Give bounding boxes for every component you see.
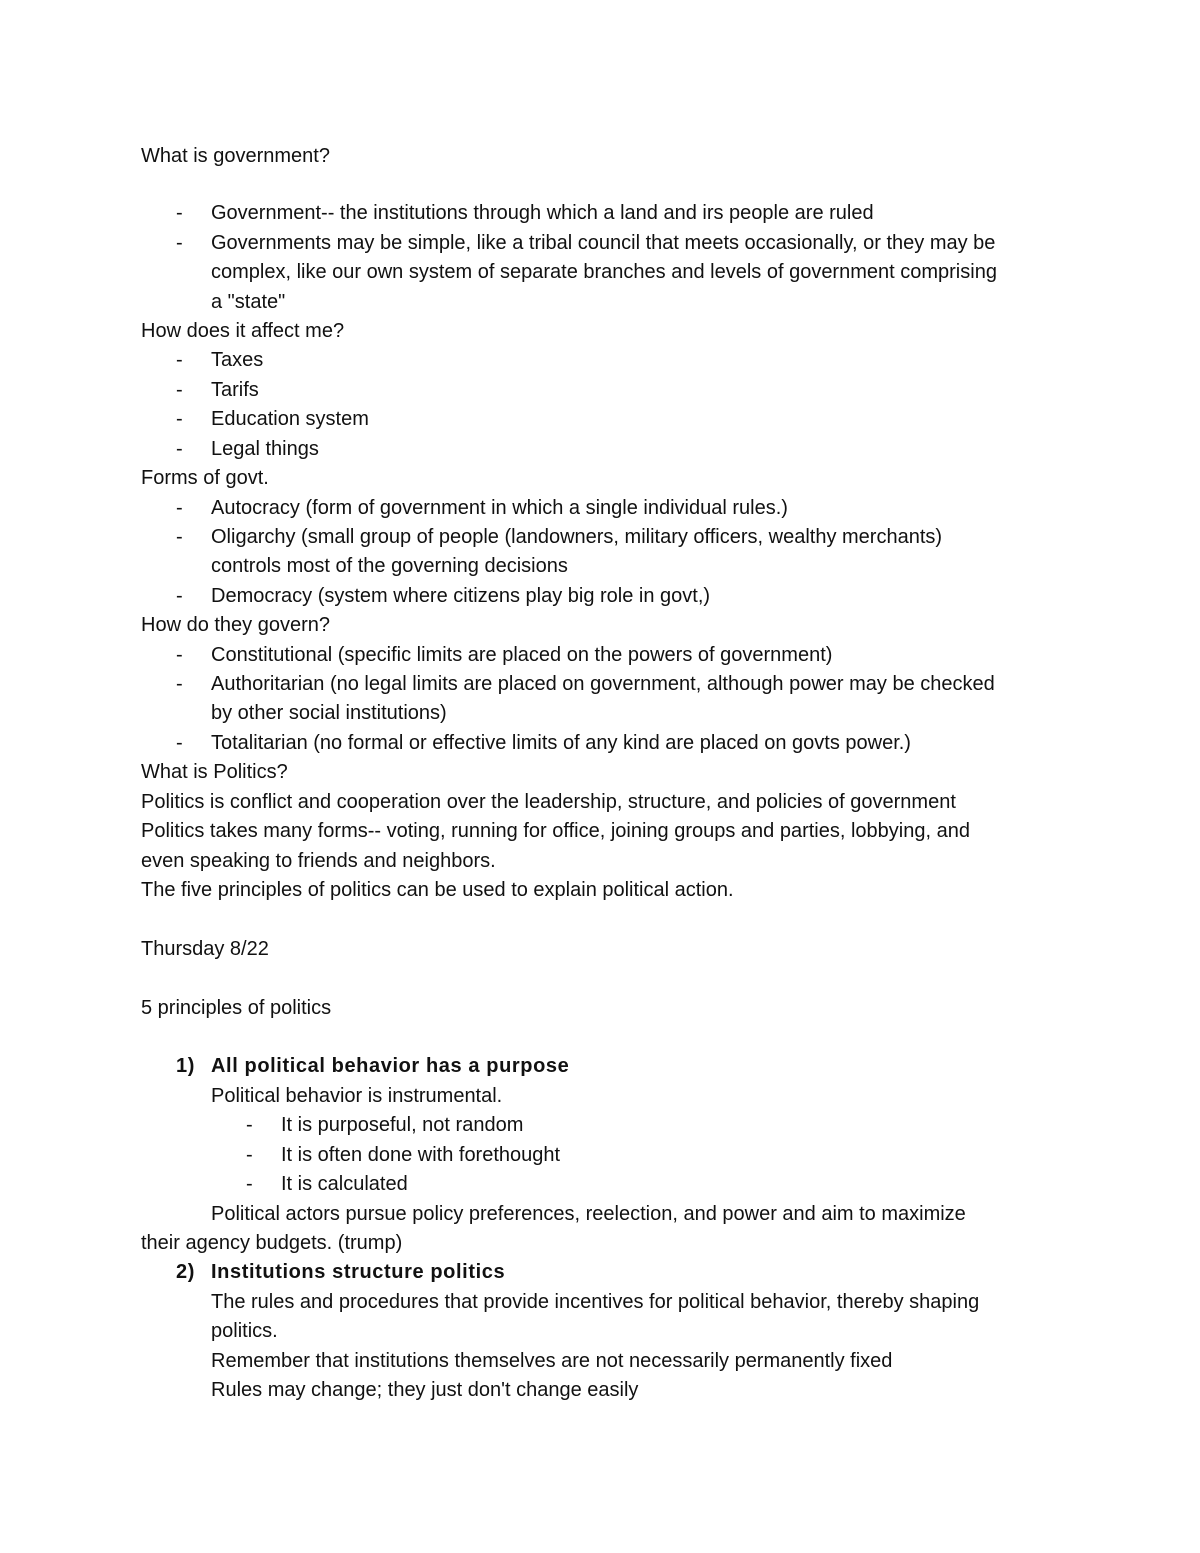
list-item: Oligarchy (small group of people (landowners, military officers, wealthy merchants) bbox=[211, 526, 943, 548]
principle-text: Rules may change; they just don't change easily bbox=[211, 1379, 639, 1401]
bullet-dash: - bbox=[176, 497, 183, 519]
paragraph-line: even speaking to friends and neighbors. bbox=[141, 850, 496, 872]
list-item-continuation: by other social institutions) bbox=[211, 702, 447, 724]
list-item-continuation: complex, like our own system of separate branches and levels of government comprising bbox=[211, 261, 997, 283]
heading-what-is-politics: What is Politics? bbox=[141, 761, 288, 783]
bullet-dash: - bbox=[176, 232, 183, 254]
principle-text: Remember that institutions themselves are not necessarily permanently fixed bbox=[211, 1350, 893, 1372]
list-item: It is calculated bbox=[281, 1173, 408, 1195]
list-item-continuation: controls most of the governing decisions bbox=[211, 555, 568, 577]
principle-title: Institutions structure politics bbox=[211, 1261, 506, 1283]
bullet-dash: - bbox=[176, 732, 183, 754]
section-heading: 5 principles of politics bbox=[141, 997, 332, 1019]
list-item: Taxes bbox=[211, 349, 264, 371]
list-item: It is purposeful, not random bbox=[281, 1114, 524, 1136]
list-item: Education system bbox=[211, 408, 369, 430]
heading-how-do-they-govern: How do they govern? bbox=[141, 614, 331, 636]
list-item: Autocracy (form of government in which a single individual rules.) bbox=[211, 497, 788, 519]
list-item-continuation: a "state" bbox=[211, 291, 286, 313]
list-item: Legal things bbox=[211, 438, 319, 460]
bullet-dash: - bbox=[176, 349, 183, 371]
list-item: Totalitarian (no formal or effective limits of any kind are placed on govts power.) bbox=[211, 732, 911, 754]
principle-text: The rules and procedures that provide incentives for political behavior, thereby shaping bbox=[211, 1291, 980, 1313]
paragraph-line: Politics takes many forms-- voting, running for office, joining groups and parties, lobbying, and bbox=[141, 820, 970, 842]
bullet-dash: - bbox=[176, 202, 183, 224]
list-item: Tarifs bbox=[211, 379, 259, 401]
bullet-dash: - bbox=[176, 379, 183, 401]
heading-forms-of-govt: Forms of govt. bbox=[141, 467, 269, 489]
list-item: Authoritarian (no legal limits are placed on government, although power may be checked bbox=[211, 673, 995, 695]
list-item: Governments may be simple, like a tribal council that meets occasionally, or they may be bbox=[211, 232, 996, 254]
list-item: Democracy (system where citizens play big role in govt,) bbox=[211, 585, 711, 607]
bullet-dash: - bbox=[176, 673, 183, 695]
principle-text: Political behavior is instrumental. bbox=[211, 1085, 503, 1107]
paragraph-line: The five principles of politics can be used to explain political action. bbox=[141, 879, 734, 901]
bullet-dash: - bbox=[176, 408, 183, 430]
date-heading: Thursday 8/22 bbox=[141, 938, 269, 960]
principle-text: Political actors pursue policy preferences, reelection, and power and aim to maximize bbox=[211, 1203, 966, 1225]
bullet-dash: - bbox=[246, 1173, 253, 1195]
bullet-dash: - bbox=[176, 644, 183, 666]
principle-text-continuation: politics. bbox=[211, 1320, 278, 1342]
list-item: It is often done with forethought bbox=[281, 1144, 561, 1166]
list-item: Government-- the institutions through which a land and irs people are ruled bbox=[211, 202, 874, 224]
paragraph-line: Politics is conflict and cooperation over the leadership, structure, and policies of government bbox=[141, 791, 956, 813]
bullet-dash: - bbox=[176, 526, 183, 548]
heading-how-does-it-affect-me: How does it affect me? bbox=[141, 320, 345, 342]
heading-what-is-government: What is government? bbox=[141, 145, 330, 167]
bullet-dash: - bbox=[176, 585, 183, 607]
principle-text-continuation: their agency budgets. (trump) bbox=[141, 1232, 403, 1254]
bullet-dash: - bbox=[176, 438, 183, 460]
numbered-marker: 2) bbox=[176, 1261, 195, 1283]
bullet-dash: - bbox=[246, 1114, 253, 1136]
bullet-dash: - bbox=[246, 1144, 253, 1166]
principle-title: All political behavior has a purpose bbox=[211, 1055, 570, 1077]
numbered-marker: 1) bbox=[176, 1055, 195, 1077]
list-item: Constitutional (specific limits are placed on the powers of government) bbox=[211, 644, 833, 666]
